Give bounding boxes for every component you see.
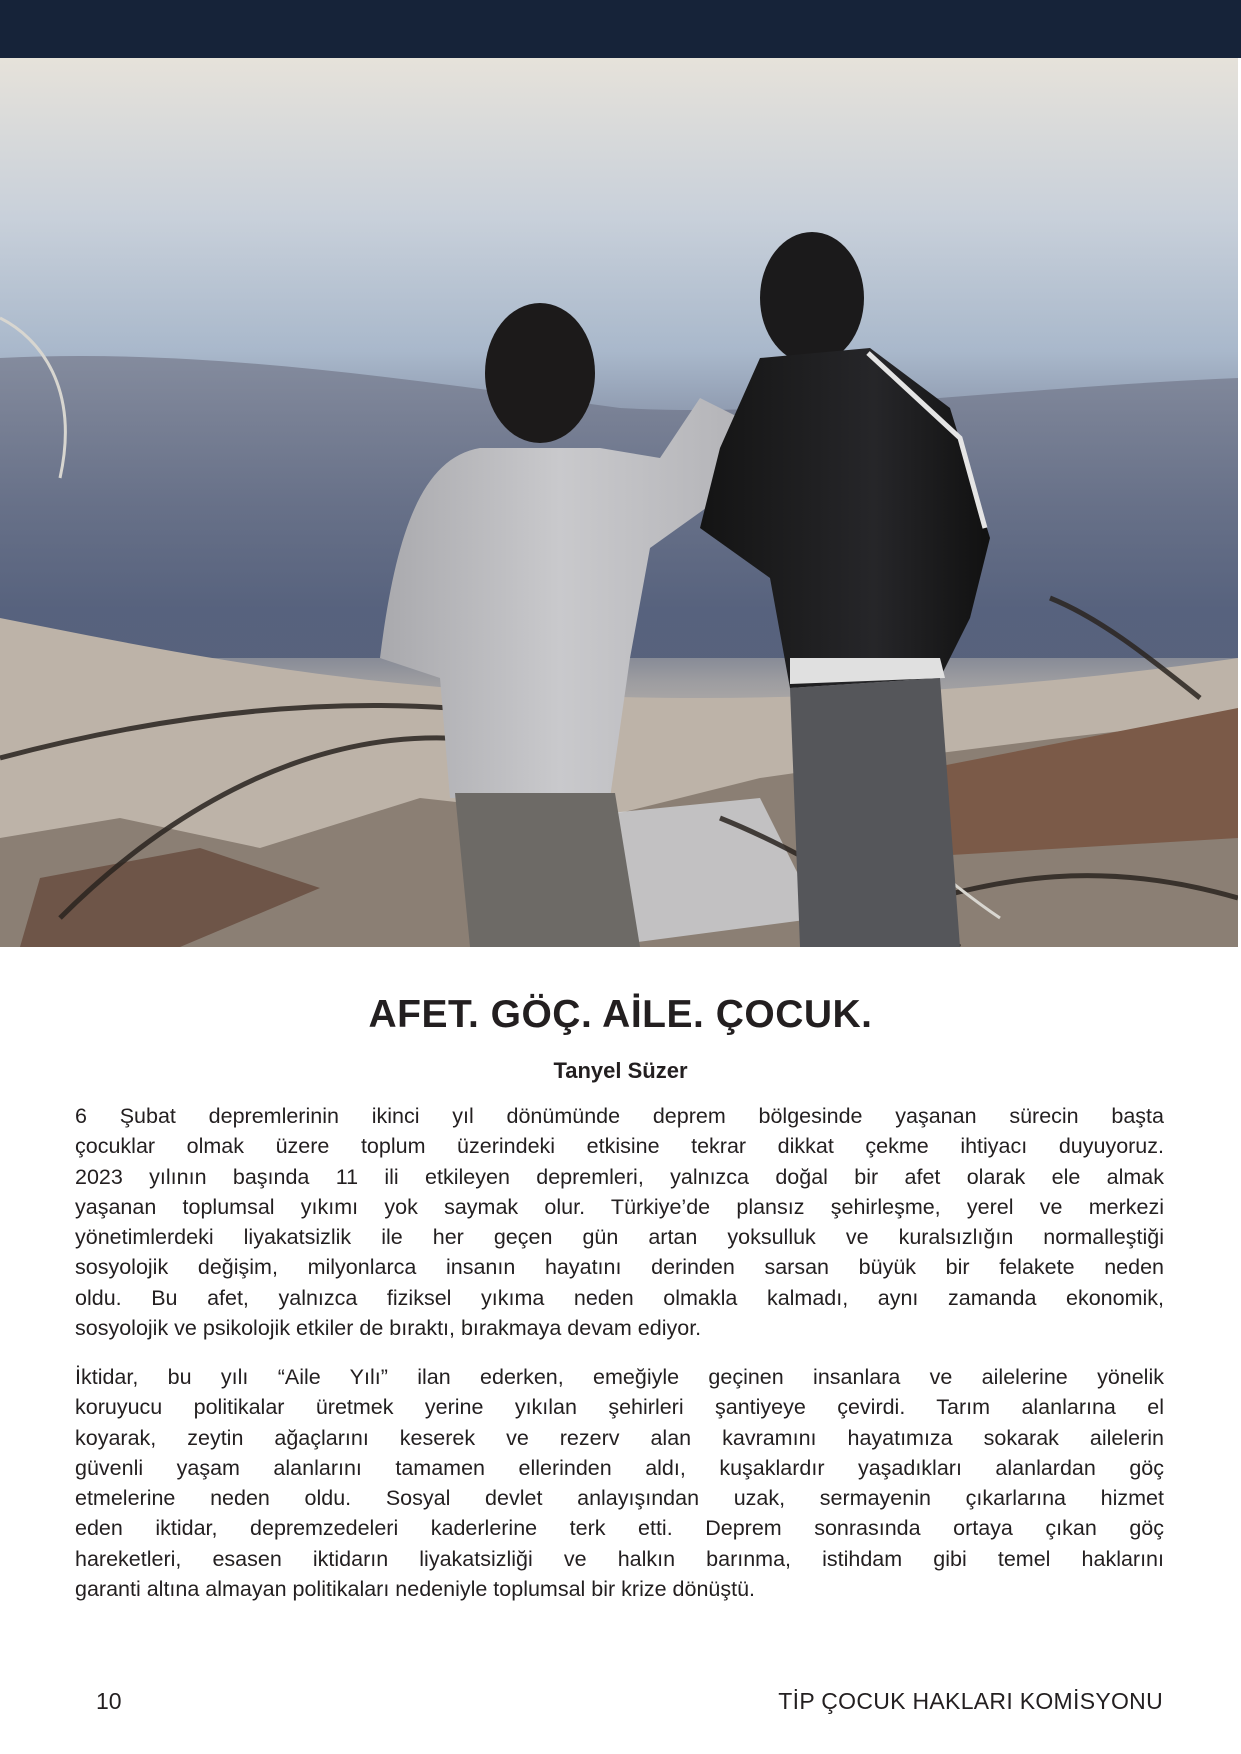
text-line: eden iktidar, depremzedeleri kaderlerine terk etti. Deprem sonrasında ortaya çıkan göç	[75, 1516, 1164, 1541]
header-bar	[0, 0, 1241, 58]
text-line: yaşanan toplumsal yıkımı yok saymak olur. Türkiye’de plansız şehirleşme, yerel ve merkezi	[75, 1194, 1164, 1219]
text-line: koruyucu politikalar üretmek yerine yıkılan şehirleri şantiyeye çevirdi. Tarım alanlarına el	[75, 1395, 1164, 1420]
text-line: 6 Şubat depremlerinin ikinci yıl dönümünde deprem bölgesinde yaşanan sürecin başta	[75, 1104, 1164, 1128]
text-line: güvenli yaşam alanlarını tamamen ellerinden aldı, kuşaklardır yaşadıkları alanlardan göç	[75, 1455, 1164, 1480]
text-line: koyarak, zeytin ağaçlarını keserek ve rezerv alan kavramını hayatımıza sokarak ailelerin	[75, 1425, 1164, 1450]
footer-organization: TİP ÇOCUK HAKLARI KOMİSYONU	[778, 1688, 1163, 1714]
text-line: 2023 yılının başında 11 ili etkileyen depremleri, yalnızca doğal bir afet olarak ele almak	[75, 1164, 1164, 1189]
text-line: yönetimlerdeki liyakatsizlik ile her geçen gün artan yoksulluk ve kuralsızlığın normalleştiği	[75, 1225, 1164, 1250]
article-photo	[0, 58, 1238, 947]
text-line: garanti altına almayan politikaları nedeniyle toplumsal bir krize dönüştü.	[75, 1577, 756, 1602]
paragraph-1	[75, 1101, 1164, 1343]
text-line: hareketleri, esasen iktidarın liyakatsizliği ve halkın barınma, istihdam gibi temel haklarını	[75, 1546, 1164, 1571]
article-author: Tanyel Süzer	[553, 1058, 688, 1083]
text-line: İktidar, bu yılı “Aile Yılı” ilan ederken, emeğiyle geçinen insanlara ve ailelerine yönelik	[75, 1365, 1164, 1389]
paragraph-2	[75, 1362, 1164, 1604]
article-title: AFET. GÖÇ. AİLE. ÇOCUK.	[368, 993, 873, 1036]
text-line: oldu. Bu afet, yalnızca fiziksel yıkıma neden olmakla kalmadı, aynı zamanda ekonomik,	[75, 1285, 1164, 1310]
children-on-rubble-illustration	[0, 58, 1238, 947]
text-line: sosyolojik değişim, milyonlarca insanın hayatını derinden sarsan büyük bir felakete neden	[75, 1255, 1164, 1280]
page-number: 10	[96, 1688, 122, 1714]
text-line: çocuklar olmak üzere toplum üzerindeki etkisine tekrar dikkat çekme ihtiyacı duyuyoruz.	[75, 1134, 1164, 1159]
text-line: sosyolojik ve psikolojik etkiler de bıraktı, bırakmaya devam ediyor.	[75, 1316, 702, 1341]
text-line: etmelerine neden oldu. Sosyal devlet anlayışından uzak, sermayenin çıkarlarına hizmet	[75, 1486, 1164, 1511]
